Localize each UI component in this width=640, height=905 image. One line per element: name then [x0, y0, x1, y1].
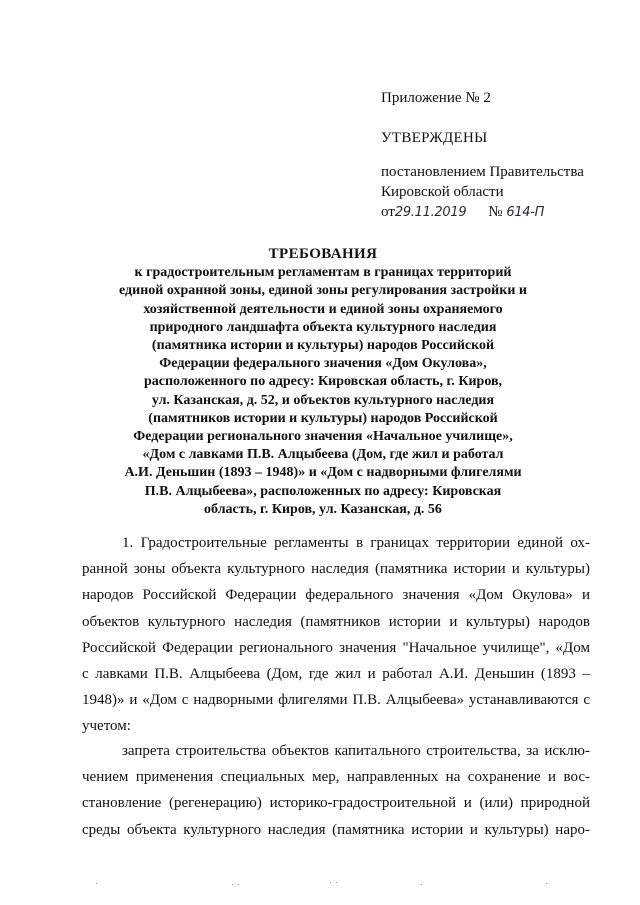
title-line: «Дом с лавками П.В. Алцыбеева (Дом, где жил и работал [142, 447, 504, 463]
paragraph-line: среды объекта культурного наследия (памятника истории и культуры) наро- [82, 821, 590, 838]
title-line: область, г. Киров, ул. Казанская, д. 56 [204, 501, 442, 517]
approved-label: УТВЕРЖДЕНЫ [381, 130, 488, 146]
title-line: природного ландшафта объекта культурного наследия [149, 319, 497, 335]
paragraph-line: чением применения специальных мер, направленных на сохранение и вос- [82, 769, 590, 786]
paragraph-line: запрета строительства объектов капитального строительства, за исклю- [122, 743, 590, 759]
title-line: Федерации регионального значения «Начальное училище», [133, 429, 513, 445]
number-prefix: № [488, 204, 503, 220]
paragraph-line: объектов культурного наследия (памятников истории и культуры) народов [82, 613, 590, 630]
title-line: ул. Казанская, д. 52, и объектов культурного наследия [151, 392, 495, 408]
handwritten-number: 614-П [506, 205, 545, 220]
paragraph-line: 1948)» и «Дом с надворными флигелями П.В. Алцыбеева» устанавливаются с [82, 692, 590, 709]
scan-noise [0, 880, 640, 890]
appendix-label: Приложение № 2 [381, 90, 491, 106]
decree-line-2: Кировской области [381, 184, 504, 200]
paragraph-1 [82, 530, 590, 740]
document-title [84, 245, 562, 519]
paragraph-line: учетом: [82, 718, 131, 735]
paragraph-line: с лавками П.В. Алцыбеева (Дом, где жил и работал А.И. Деньшин (1893 – [82, 665, 590, 682]
handwritten-date: 29.11.2019 [394, 205, 467, 220]
title-heading: ТРЕБОВАНИЯ [268, 246, 378, 262]
paragraph-2 [82, 738, 590, 843]
decree-reference [381, 162, 621, 223]
title-line: А.И. Деньшин (1893 – 1948)» и «Дом с надворными флигелями [124, 465, 522, 481]
decree-date-number [381, 202, 621, 223]
title-line: единой охранной зоны, единой зоны регулирования застройки и [119, 283, 527, 299]
paragraph-line: Российской Федерации регионального значения "Начальное училище", «Дом [82, 639, 590, 656]
paragraph-line: 1. Градостроительные регламенты в границах территории единой ох- [122, 535, 590, 551]
date-prefix: от [381, 204, 395, 220]
title-line: хозяйственной деятельности и единой зоны охраняемого [143, 301, 503, 317]
title-line: расположенного по адресу: Кировская область, г. Киров, [143, 374, 503, 390]
title-line: Федерации федерального значения «Дом Окулова», [159, 356, 487, 372]
paragraph-line: народов Российской Федерации федерального значения «Дом Окулова» и [82, 587, 590, 604]
paragraph-line: ранной зоны объекта культурного наследия (памятника истории и культуры) [82, 561, 590, 578]
title-line: (памятников истории и культуры) народов Российской [148, 410, 498, 426]
title-line: П.В. Алцыбеева», расположенных по адресу: Кировская [144, 483, 502, 499]
title-line: (памятника истории и культуры) народов Российской [151, 338, 495, 354]
decree-line-1: постановлением Правительства [381, 164, 584, 180]
paragraph-line: становление (регенерацию) историко-градостроительной и (или) природной [82, 795, 590, 812]
title-line: к градостроительным регламентам в границах территорий [134, 265, 512, 281]
